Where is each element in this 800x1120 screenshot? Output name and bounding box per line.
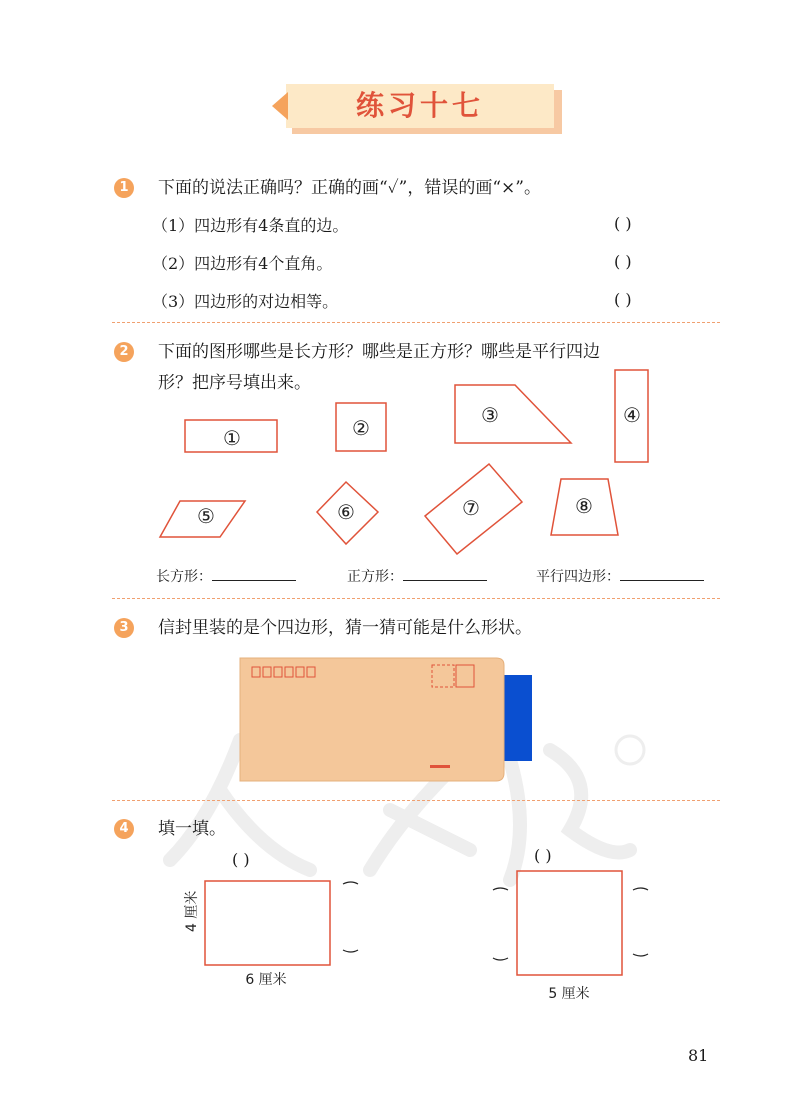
- section-divider: [112, 800, 720, 801]
- q2-prompt-line-1: 下面的图形哪些是长方形？哪些是正方形？哪些是平行四边: [158, 342, 600, 362]
- shape-label-3: ③: [481, 403, 499, 427]
- shape-3-trapezoid: [455, 385, 571, 443]
- answer-rectangle-blank[interactable]: [212, 579, 296, 581]
- rect1-right-bracket-bottom: [343, 950, 358, 952]
- square-shape: [517, 871, 622, 975]
- rectangle-1: [205, 881, 330, 965]
- q1-answer-3[interactable]: ( ): [614, 290, 632, 309]
- shape-label-4: ④: [623, 403, 641, 427]
- answer-rectangle[interactable]: [156, 566, 296, 586]
- q1-answer-1[interactable]: ( ): [614, 214, 632, 233]
- q2-prompt-line-2: 形？把序号填出来。: [158, 373, 311, 393]
- rect2-width-label: 5 厘米: [548, 986, 590, 1002]
- q1-item-1: （1）四边形有4条直的边。: [152, 216, 349, 235]
- question-number-1: 1: [114, 178, 134, 198]
- rect1-top-blank[interactable]: ( ): [232, 850, 250, 869]
- answer-parallelogram[interactable]: [536, 566, 704, 586]
- section-divider: [112, 322, 720, 323]
- answer-square-blank[interactable]: [403, 579, 487, 581]
- rect2-right-bracket-top: [633, 888, 648, 890]
- shape-label-7: ⑦: [462, 496, 480, 520]
- q3-prompt: 信封里装的是个四边形，猜一猜可能是什么形状。: [158, 618, 532, 638]
- rect2-right-bracket-bottom: [633, 954, 648, 956]
- page-title: 练习十七: [355, 89, 484, 122]
- answer-square[interactable]: [347, 566, 487, 586]
- q1-prompt: 下面的说法正确吗？正确的画“✓”，错误的画“×”。: [158, 178, 541, 198]
- envelope-footer-mark: [430, 765, 450, 768]
- shape-label-5: ⑤: [197, 504, 215, 528]
- question-number-2: 2: [114, 342, 134, 362]
- answer-parallelogram-blank[interactable]: [620, 579, 704, 581]
- envelope: [240, 658, 504, 781]
- rect2-figure: [488, 866, 658, 1006]
- question-number-3: 3: [114, 618, 134, 638]
- q1-item-2: （2）四边形有4个直角。: [152, 254, 333, 273]
- rect2-top-blank[interactable]: ( ): [534, 846, 552, 865]
- rect2-left-bracket-top: [493, 888, 508, 890]
- rect1-right-bracket-top: [343, 882, 358, 884]
- rect1-width-label: 6 厘米: [245, 972, 287, 988]
- shape-label-1: ①: [223, 426, 241, 450]
- answer-square-label: 正方形：: [347, 569, 403, 585]
- page-number: 81: [688, 1046, 709, 1065]
- shape-label-6: ⑥: [337, 500, 355, 524]
- rect1-figure: [180, 870, 370, 1000]
- q4-prompt: 填一填。: [158, 819, 226, 839]
- question-number-4: 4: [114, 819, 134, 839]
- envelope-figure: [238, 655, 538, 785]
- inner-card: [500, 675, 532, 761]
- answer-parallelogram-label: 平行四边形：: [536, 569, 620, 585]
- q1-answer-2[interactable]: ( ): [614, 252, 632, 271]
- shape-label-2: ②: [352, 416, 370, 440]
- rect2-left-bracket-bottom: [493, 958, 508, 960]
- section-divider: [112, 598, 720, 599]
- answer-rectangle-label: 长方形：: [156, 569, 212, 585]
- shape-label-8: ⑧: [575, 494, 593, 518]
- rect1-height-label: 4 厘米: [184, 890, 200, 932]
- q1-item-3: （3）四边形的对边相等。: [152, 292, 339, 311]
- shapes-figure: [150, 365, 710, 555]
